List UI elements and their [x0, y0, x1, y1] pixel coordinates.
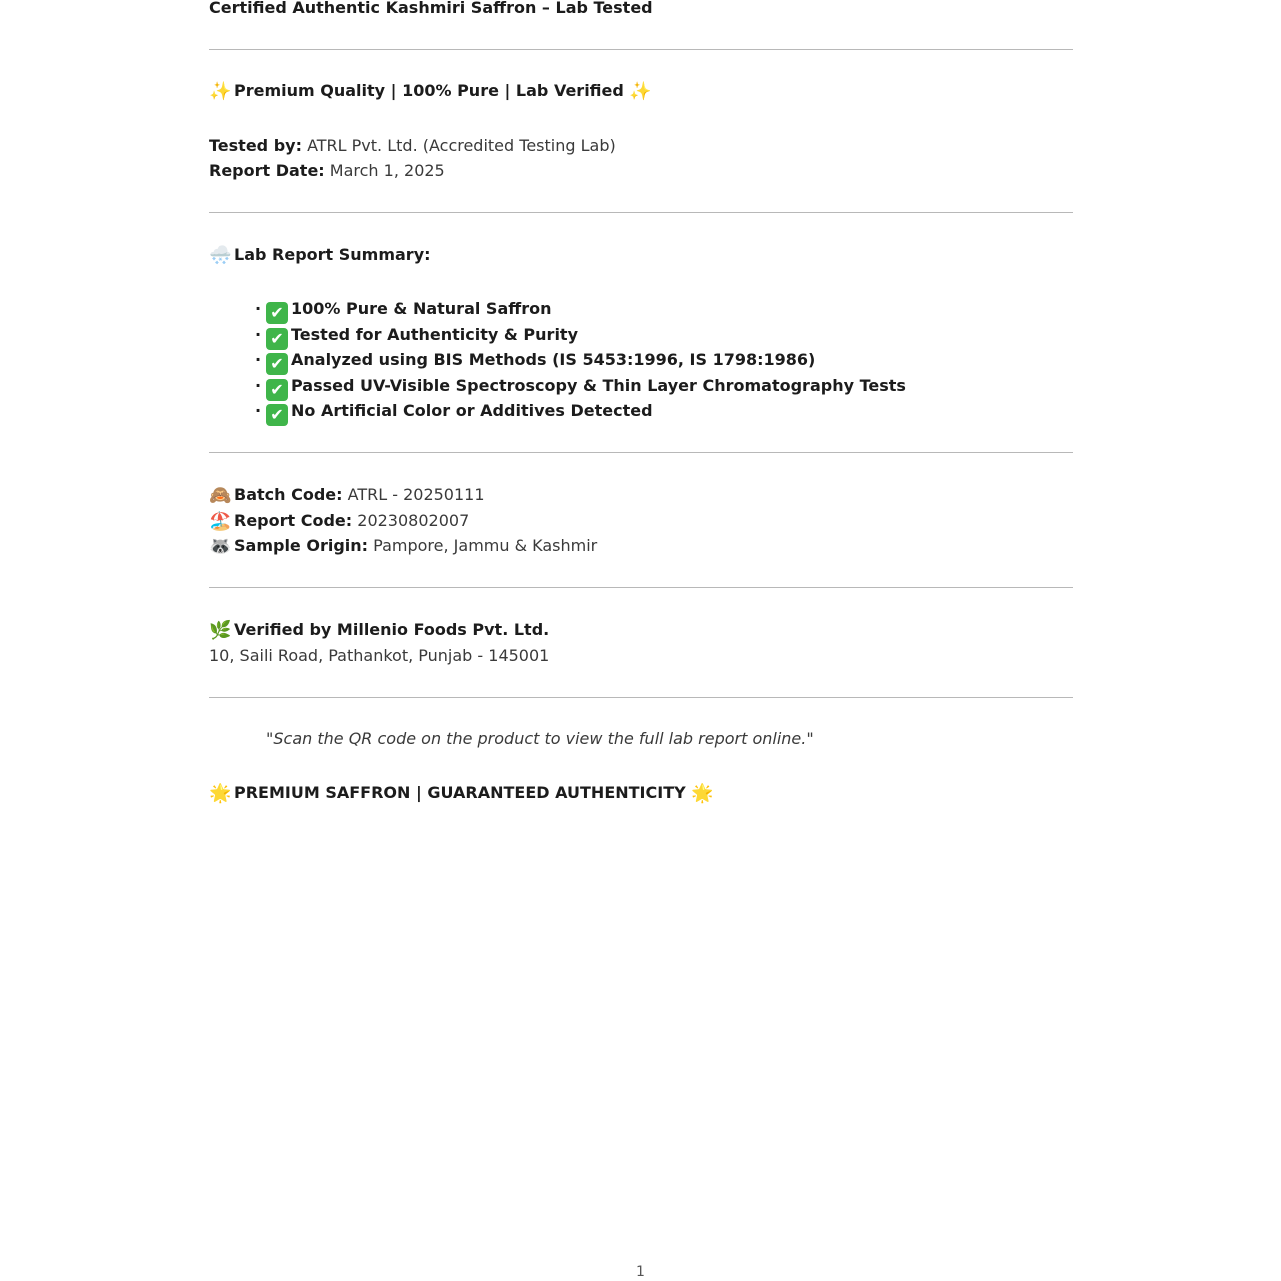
list-item [255, 400, 653, 426]
check-icon: ✔ [266, 353, 288, 375]
tested-by-label: Tested by: [209, 136, 302, 155]
snow-cloud-icon: 🌨️ [209, 245, 232, 266]
tagline-text: Premium Quality | 100% Pure | Lab Verified [234, 81, 624, 100]
beach-umbrella-icon: 🏖️ [209, 511, 232, 532]
raccoon-icon: 🦝 [209, 536, 232, 557]
star-icon: 🌟 [691, 783, 714, 804]
sample-origin-value: Pampore, Jammu & Kashmir [373, 536, 598, 555]
report-code-row [209, 510, 469, 533]
footer-tagline-text: PREMIUM SAFFRON | GUARANTEED AUTHENTICITY [234, 783, 686, 802]
batch-code-value: ATRL - 20250111 [347, 485, 485, 504]
check-icon: ✔ [266, 404, 288, 426]
verified-address: 10, Saili Road, Pathankot, Punjab - 145001 [209, 646, 550, 665]
bullet: · [255, 299, 262, 318]
verified-heading: Verified by Millenio Foods Pvt. Ltd. [234, 620, 550, 639]
divider [209, 212, 1073, 213]
monkey-icon: 🙈 [209, 485, 232, 506]
report-date-row [209, 160, 445, 182]
check-icon: ✔ [266, 379, 288, 401]
tagline [209, 80, 654, 103]
check-icon: ✔ [266, 328, 288, 350]
divider [209, 452, 1073, 453]
report-date-label: Report Date: [209, 161, 325, 180]
bullet: · [255, 350, 262, 369]
divider [209, 49, 1073, 50]
sparkles-icon: ✨ [209, 81, 232, 102]
list-item-text: 100% Pure & Natural Saffron [291, 299, 552, 318]
sparkles-icon: ✨ [629, 81, 652, 102]
batch-code-row [209, 484, 485, 507]
tested-by-row [209, 135, 616, 157]
bullet: · [255, 376, 262, 395]
verified-row [209, 619, 549, 642]
report-code-value: 20230802007 [357, 511, 470, 530]
list-item [255, 375, 906, 401]
footer-tagline [209, 782, 716, 805]
sample-origin-label: Sample Origin: [234, 536, 369, 555]
summary-heading: Lab Report Summary: [234, 245, 431, 264]
list-item-text: Tested for Authenticity & Purity [291, 325, 578, 344]
sample-origin-row [209, 535, 597, 558]
star-icon: 🌟 [209, 783, 232, 804]
divider [209, 697, 1073, 698]
list-item [255, 349, 815, 375]
summary-heading-row [209, 244, 431, 267]
tested-by-value: ATRL Pvt. Ltd. (Accredited Testing Lab) [307, 136, 616, 155]
divider [209, 587, 1073, 588]
list-item [255, 298, 551, 324]
bullet: · [255, 325, 262, 344]
page-number: 1 [636, 1264, 645, 1280]
list-item [255, 324, 578, 350]
list-item-text: Analyzed using BIS Methods (IS 5453:1996, IS 1798:1986) [291, 350, 816, 369]
check-icon: ✔ [266, 302, 288, 324]
report-date-value: March 1, 2025 [329, 161, 445, 180]
qr-note: "Scan the QR code on the product to view the full lab report online." [266, 729, 814, 748]
herb-icon: 🌿 [209, 620, 232, 641]
document-title: Certified Authentic Kashmiri Saffron – Lab Tested [209, 0, 653, 17]
list-item-text: No Artificial Color or Additives Detected [291, 401, 653, 420]
batch-code-label: Batch Code: [234, 485, 343, 504]
report-code-label: Report Code: [234, 511, 353, 530]
list-item-text: Passed UV-Visible Spectroscopy & Thin Layer Chromatography Tests [291, 376, 906, 395]
bullet: · [255, 401, 262, 420]
